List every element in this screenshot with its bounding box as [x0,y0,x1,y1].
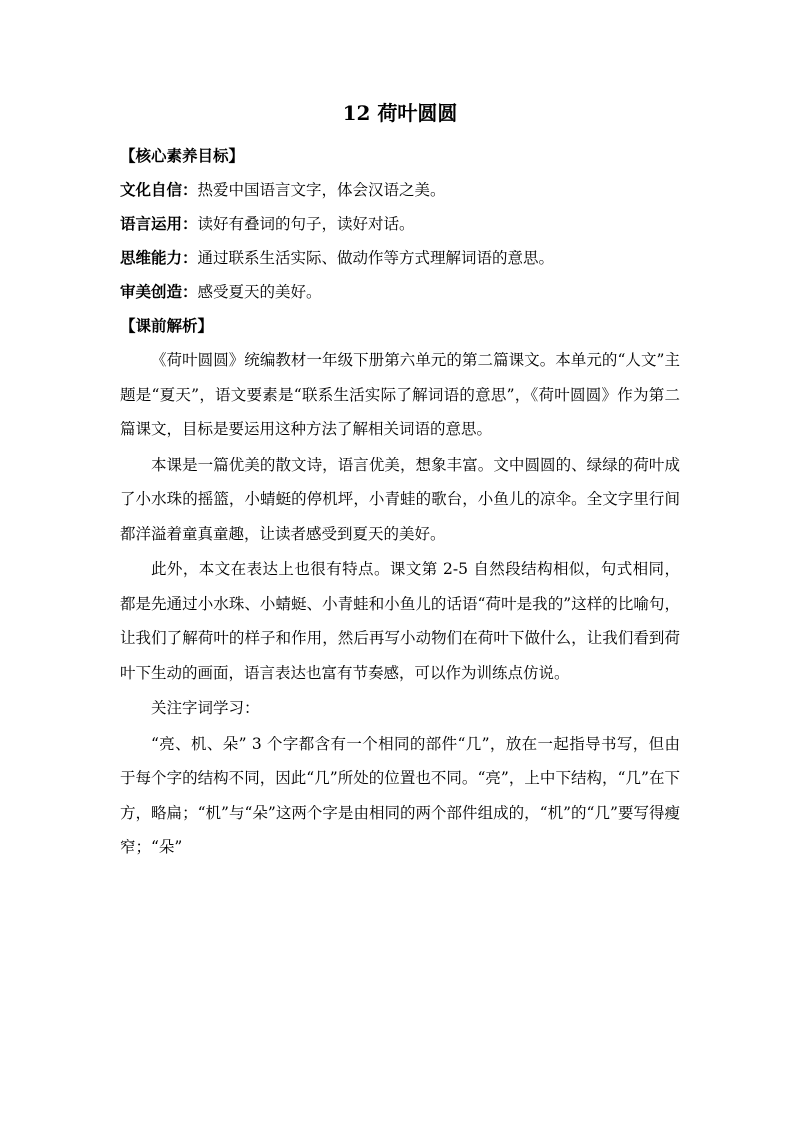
paragraph: 《荷叶圆圆》统编教材一年级下册第六单元的第二篇课文。本单元的“人文”主题是“夏天”，语文要素是“联系生活实际了解词语的意思”，《荷叶圆圆》作为第二篇课文，目标是要运用这种方法了解相关词语的意思。 [120,351,680,438]
goal-text: 热爱中国语言文字，体会汉语之美。 [197,181,446,199]
goal-item [120,207,680,241]
paragraph: “亮、机、朵” 3 个字都含有一个相同的部件“几”，放在一起指导书写，但由于每个字的结构不同，因此“几”所处的位置也不同。“亮”，上中下结构，“几”在下方，略扁；“机”与“朵”这两个字是由相同的两个部件组成的，“机”的“几”要写得瘦窄；“朵” [120,734,680,856]
paragraph: 本课是一篇优美的散文诗，语言优美，想象丰富。文中圆圆的、绿绿的荷叶成了小水珠的摇篮，小蜻蜓的停机坪，小青蛙的歌台，小鱼儿的凉伞。全文字里行间都洋溢着童真童趣，让读者感受到夏天的美好。 [120,455,680,543]
paragraph-block [120,691,680,726]
goal-label: 思维能力： [120,248,198,267]
section-heading-goals: 【核心素养目标】 [120,146,245,165]
goal-item [120,241,680,275]
section-heading-analysis: 【课前解析】 [120,316,214,335]
goal-text: 感受夏天的美好。 [197,283,322,301]
document-title: 12 荷叶圆圆 [342,101,458,125]
goal-item [120,275,680,309]
goal-item [120,173,680,207]
paragraph: 此外，本文在表达上也很有特点。课文第 2-5 自然段结构相似，句式相同，都是先通过小水珠、小蜻蜓、小青蛙和小鱼儿的话语“荷叶是我的”这样的比喻句，让我们了解荷叶的样子和作用，然后再写小动物们在荷叶下做什么，让我们看到荷叶下生动的画面，语言表达也富有节奏感，可以作为训练点仿说。 [120,560,680,682]
paragraph-block [120,552,680,690]
document-page [120,95,680,866]
paragraph: 关注字词学习： [151,699,260,717]
goal-text: 通过联系生活实际、做动作等方式理解词语的意思。 [197,249,555,267]
goal-label: 文化自信： [120,180,198,199]
paragraph-block [120,448,680,552]
goal-text: 读好有叠词的句子，读好对话。 [197,215,415,233]
goal-label: 审美创造： [120,282,198,301]
goal-label: 语言运用： [120,214,198,233]
paragraph-block [120,343,680,447]
paragraph-block [120,727,680,865]
